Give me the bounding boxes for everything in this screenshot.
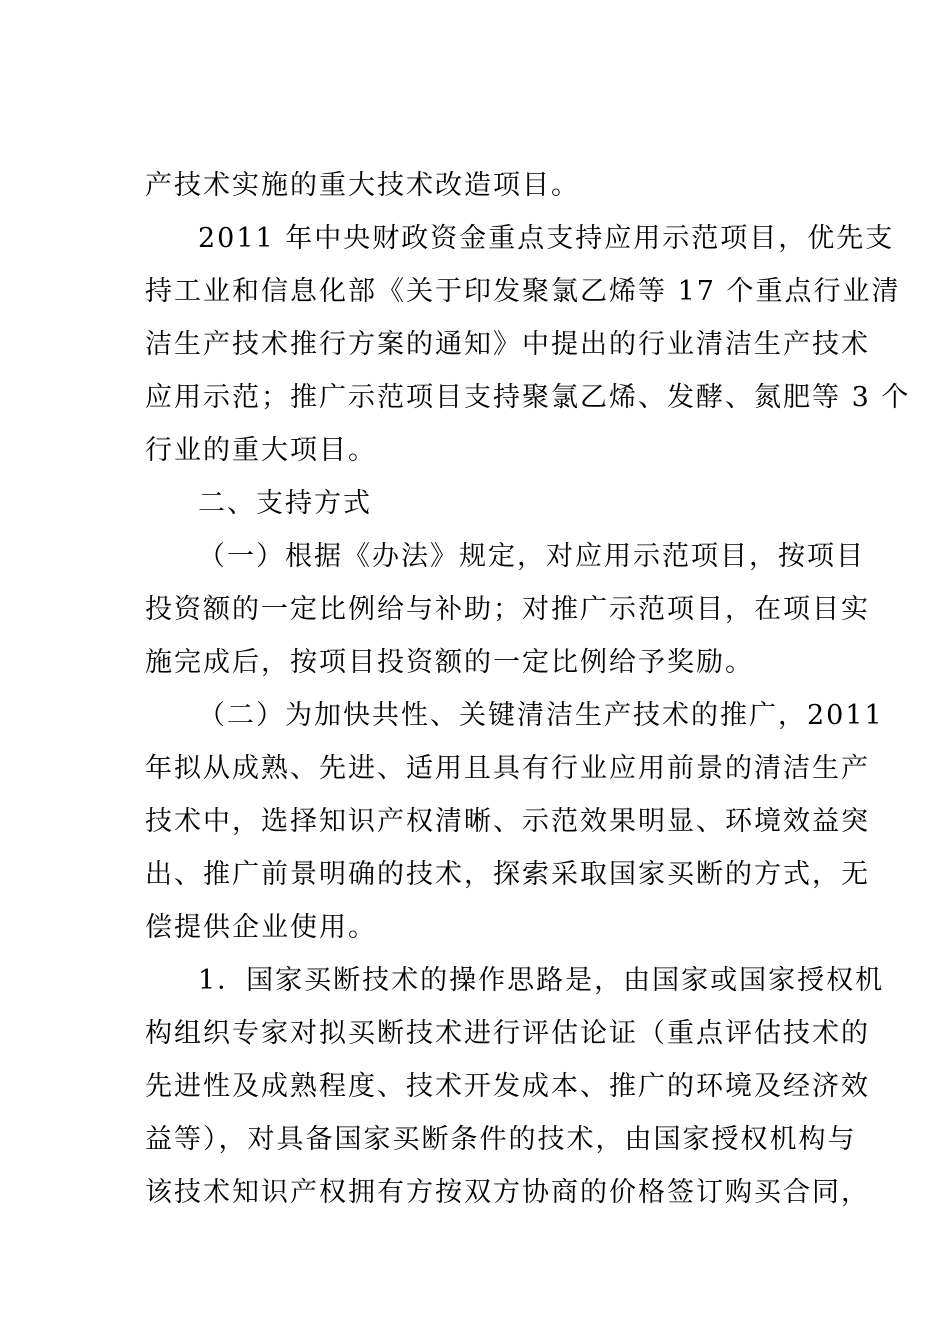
text-line: 产技术实施的重大技术改造项目。 [145,170,580,201]
text-line: （二）为加快共性、关键清洁生产技术的推广，2011 [198,700,884,731]
text-line: 该技术知识产权拥有方按双方协商的价格签订购买合同， [145,1177,870,1208]
text-line: 1．国家买断技术的操作思路是，由国家或国家授权机 [198,965,885,996]
text-line: 2011 年中央财政资金重点支持应用示范项目，优先支 [198,223,895,254]
text-line: 持工业和信息化部《关于印发聚氯乙烯等 17 个重点行业清 [145,276,901,307]
text-line: 技术中，选择知识产权清晰、示范效果明显、环境效益突 [145,806,870,837]
text-line: 偿提供企业使用。 [145,912,377,943]
text-line: 施完成后，按项目投资额的一定比例给予奖励。 [145,647,754,678]
text-line: 行业的重大项目。 [145,435,377,466]
text-line: 年拟从成熟、先进、适用且具有行业应用前景的清洁生产 [145,753,870,784]
text-line: 益等），对具备国家买断条件的技术，由国家授权机构与 [145,1124,857,1155]
section-heading: 二、支持方式 [198,488,372,519]
text-line: 应用示范；推广示范项目支持聚氯乙烯、发酵、氮肥等 3 个 [145,382,911,413]
text-line: 洁生产技术推行方案的通知》中提出的行业清洁生产技术 [145,329,870,360]
text-line: 构组织专家对拟买断技术进行评估论证（重点评估技术的 [145,1018,870,1049]
text-line: （一）根据《办法》规定，对应用示范项目，按项目 [198,541,865,572]
text-line: 投资额的一定比例给与补助；对推广示范项目，在项目实 [145,594,870,625]
text-line: 先进性及成熟程度、技术开发成本、推广的环境及经济效 [145,1071,870,1102]
text-line: 出、推广前景明确的技术，探索采取国家买断的方式，无 [145,859,870,890]
